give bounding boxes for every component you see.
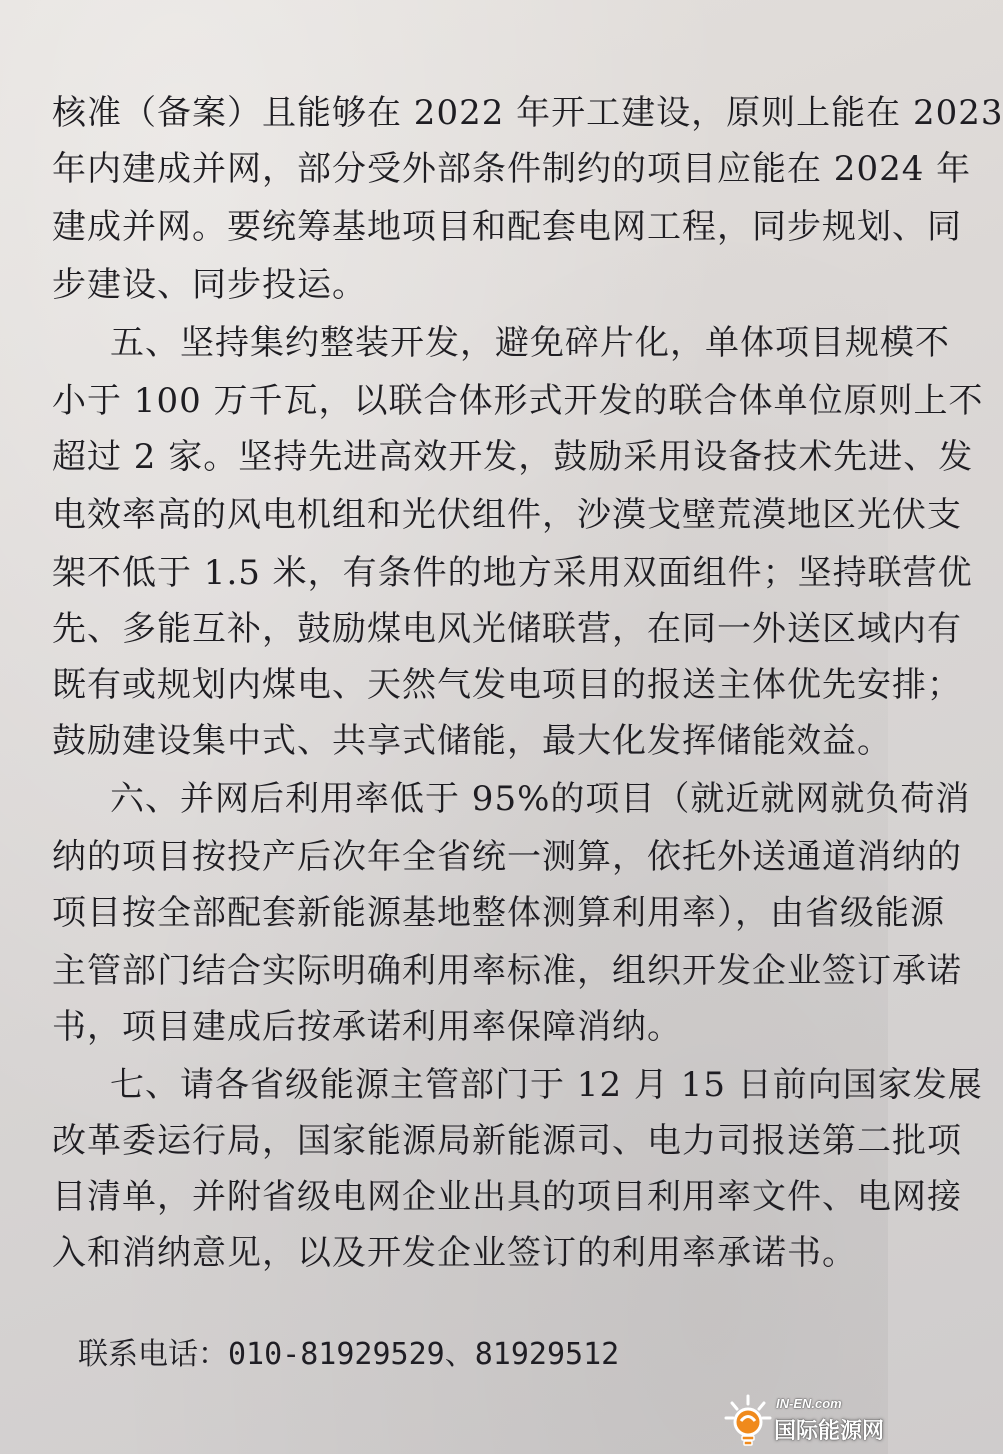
sun-bulb-logo-icon [722,1392,774,1448]
contact-phone: 联系电话：010-81929529、81929512 [78,1337,620,1372]
text-line: 改革委运行局，国家能源局新能源司、电力司报送第二批项 [52,1121,962,1161]
text-line: 建成并网。要统筹基地项目和配套电网工程，同步规划、同 [52,207,962,247]
text-line: 架不低于 1.5 米，有条件的地方采用双面组件；坚持联营优 [52,553,973,593]
text-line: 纳的项目按投产后次年全省统一测算，依托外送通道消纳的 [52,837,962,877]
text-line: 项目按全部配套新能源基地整体测算利用率），由省级能源 [52,893,945,933]
text-line: 年内建成并网，部分受外部条件制约的项目应能在 2024 年 [52,149,972,189]
text-line: 电效率高的风电机组和光伏组件，沙漠戈壁荒漠地区光伏支 [52,495,962,535]
section-7-start: 七、请各省级能源主管部门于 12 月 15 日前向国家发展 [110,1065,983,1105]
text-line: 主管部门结合实际明确利用率标准，组织开发企业签订承诺 [52,951,962,991]
text-line: 超过 2 家。坚持先进高效开发，鼓励采用设备技术先进、发 [52,437,974,477]
section-5-start: 五、坚持集约整装开发，避免碎片化，单体项目规模不 [110,323,950,363]
watermark-logo [722,1390,885,1450]
text-line: 小于 100 万千瓦，以联合体形式开发的联合体单位原则上不 [52,381,984,421]
text-line: 书，项目建成后按承诺利用率保障消纳。 [52,1007,682,1047]
text-line: 步建设、同步投运。 [52,265,367,305]
text-line: 目清单，并附省级电网企业出具的项目利用率文件、电网接 [52,1177,962,1217]
text-line: 入和消纳意见，以及开发企业签订的利用率承诺书。 [52,1233,857,1273]
watermark-url: IN-EN.com [776,1396,842,1411]
text-line: 鼓励建设集中式、共享式储能，最大化发挥储能效益。 [52,721,892,761]
text-line: 既有或规划内煤电、天然气发电项目的报送主体优先安排； [52,665,962,705]
watermark-name: 国际能源网 [774,1419,885,1444]
text-line: 先、多能互补，鼓励煤电风光储联营，在同一外送区域内有 [52,609,962,649]
text-line: 核准（备案）且能够在 2022 年开工建设，原则上能在 2023 [52,93,1003,133]
section-6-start: 六、并网后利用率低于 95%的项目（就近就网就负荷消 [110,779,971,819]
